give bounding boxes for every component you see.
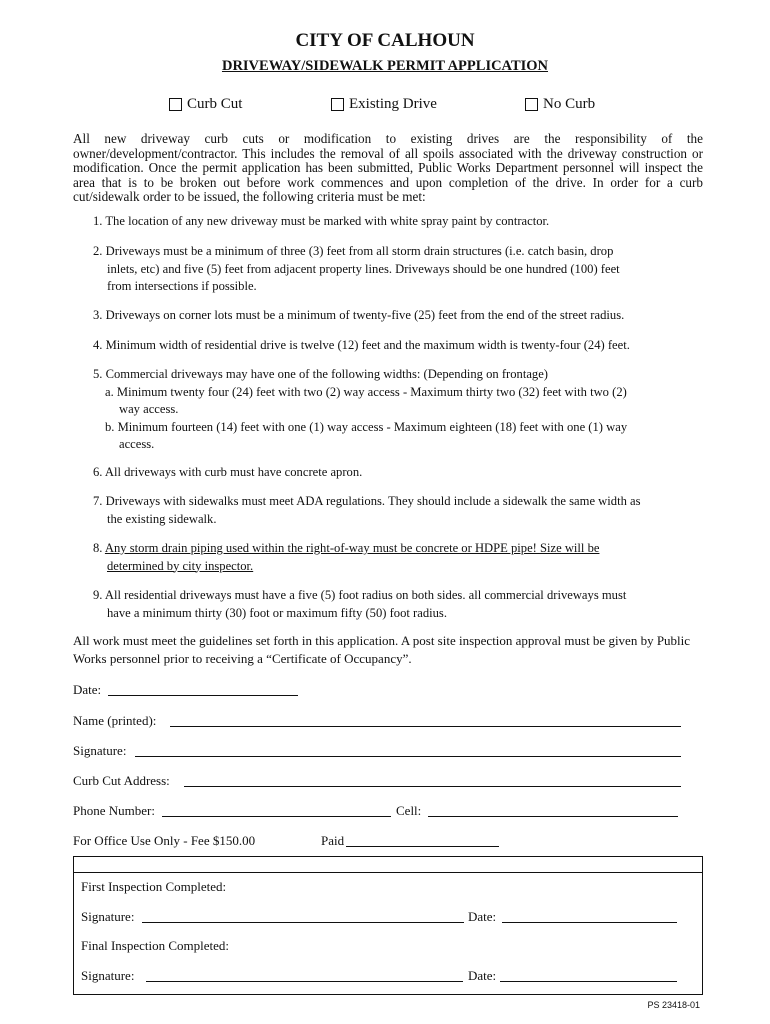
criterion-text: from intersections if possible. [107, 279, 257, 293]
date-label: Date: [73, 682, 102, 697]
criterion-text: inlets, etc) and five (5) feet from adjacent property lines. Driveways should be one hundred (100) feet [107, 261, 620, 276]
first-signature-field[interactable] [142, 922, 464, 923]
form-number: PS 23418-01 [647, 1000, 700, 1010]
office-fee-label: For Office Use Only - Fee $150.00 [73, 833, 256, 848]
criterion-text: b. Minimum fourteen (14) feet with one (1) way access - Maximum eighteen (18) feet with one (1) way [105, 419, 628, 434]
checkbox-label: Curb Cut [187, 96, 243, 112]
office-use-header-strip [73, 856, 703, 873]
criterion-text: the existing sidewalk. [107, 511, 217, 526]
final-date-field[interactable] [500, 981, 677, 982]
criterion-5a [93, 384, 693, 419]
criterion-text: 6. All driveways with curb must have concrete apron. [93, 465, 363, 479]
criterion-5b [93, 419, 693, 454]
criterion-2 [93, 243, 693, 296]
name-field[interactable] [170, 726, 681, 727]
criterion-text: access. [119, 437, 155, 451]
criterion-text: determined by city inspector. [107, 558, 254, 573]
criterion-text: way access. [119, 402, 179, 416]
criterion-text: 9. All residential driveways must have a five (5) foot radius on both sides. all commercial driveways must [93, 588, 627, 602]
intro-paragraph: All new driveway curb cuts or modification to existing drives are the responsibility of the owner/development/contractor. This includes the removal of all spoils associated with the driveway construction or modification. Once the permit application has been submitted, Public Works Department personnel will inspect the area that is to be broken out before work commences and upon completion of the drive. In order for a curb cut/sidewalk order to be issued, the following criteria must be met: [73, 131, 703, 205]
criterion-text: 1. The location of any new driveway must be marked with white spray paint by contractor. [93, 214, 550, 228]
criterion-text: 3. Driveways on corner lots must be a minimum of twenty-five (25) feet from the end of the street radius. [93, 308, 625, 322]
final-signature-field[interactable] [146, 981, 463, 982]
checkbox-existing-drive[interactable] [331, 96, 437, 113]
cell-field[interactable] [428, 816, 678, 817]
first-date-label: Date: [468, 909, 497, 924]
criterion-5 [93, 366, 693, 454]
final-inspection-label: Final Inspection Completed: [81, 938, 230, 953]
page-title: CITY OF CALHOUN [295, 30, 475, 51]
criterion-4 [93, 337, 693, 355]
criterion-number: 8. [93, 541, 105, 555]
final-signature-label: Signature: [81, 968, 135, 983]
checkbox-label: Existing Drive [349, 96, 437, 112]
criterion-text: 5. Commercial driveways may have one of the following widths: (Depending on frontage) [93, 367, 549, 381]
criterion-8 [93, 540, 693, 575]
first-inspection-label: First Inspection Completed: [81, 879, 227, 894]
name-label: Name (printed): [73, 713, 157, 728]
criterion-3 [93, 307, 693, 325]
criterion-text: 4. Minimum width of residential drive is twelve (12) feet and the maximum width is twenty-four (24) feet. [93, 338, 630, 352]
criterion-text: Any storm drain piping used within the right-of-way must be concrete or HDPE pipe! Size will be [104, 541, 600, 555]
signature-label: Signature: [73, 743, 127, 758]
checkbox-square-icon[interactable] [525, 98, 538, 111]
criterion-text: 2. Driveways must be a minimum of three (3) feet from all storm drain structures (i.e. catch basin, drop [93, 244, 614, 258]
checkbox-square-icon[interactable] [169, 98, 182, 111]
criterion-6 [93, 464, 693, 482]
criterion-1 [93, 213, 693, 231]
closing-paragraph: All work must meet the guidelines set forth in this application. A post site inspection approval must be given by Public Works personnel prior to receiving a “Certificate of Occupancy”. [73, 633, 691, 666]
signature-field[interactable] [135, 756, 681, 757]
office-use-box [73, 856, 703, 995]
criterion-text: a. Minimum twenty four (24) feet with two (2) way access - Maximum thirty two (32) feet with two (2) [105, 384, 627, 399]
cell-label: Cell: [396, 803, 422, 818]
first-signature-label: Signature: [81, 909, 135, 924]
final-date-label: Date: [468, 968, 497, 983]
criterion-7 [93, 493, 693, 528]
criterion-text: 7. Driveways with sidewalks must meet ADA regulations. They should include a sidewalk the same width as [93, 494, 641, 508]
date-field[interactable] [108, 695, 298, 696]
phone-label: Phone Number: [73, 803, 155, 818]
criterion-text: have a minimum thirty (30) foot or maximum fifty (50) foot radius. [107, 605, 447, 620]
checkbox-label: No Curb [543, 96, 596, 112]
paid-field[interactable] [346, 846, 499, 847]
checkbox-no-curb[interactable] [525, 96, 595, 113]
checkbox-curb-cut[interactable] [169, 96, 242, 113]
criterion-9 [93, 587, 693, 622]
paid-label: Paid [321, 833, 345, 848]
checkbox-square-icon[interactable] [331, 98, 344, 111]
first-date-field[interactable] [502, 922, 677, 923]
form-subtitle: DRIVEWAY/SIDEWALK PERMIT APPLICATION [221, 58, 549, 74]
address-field[interactable] [184, 786, 681, 787]
address-label: Curb Cut Address: [73, 773, 170, 788]
phone-field[interactable] [162, 816, 391, 817]
